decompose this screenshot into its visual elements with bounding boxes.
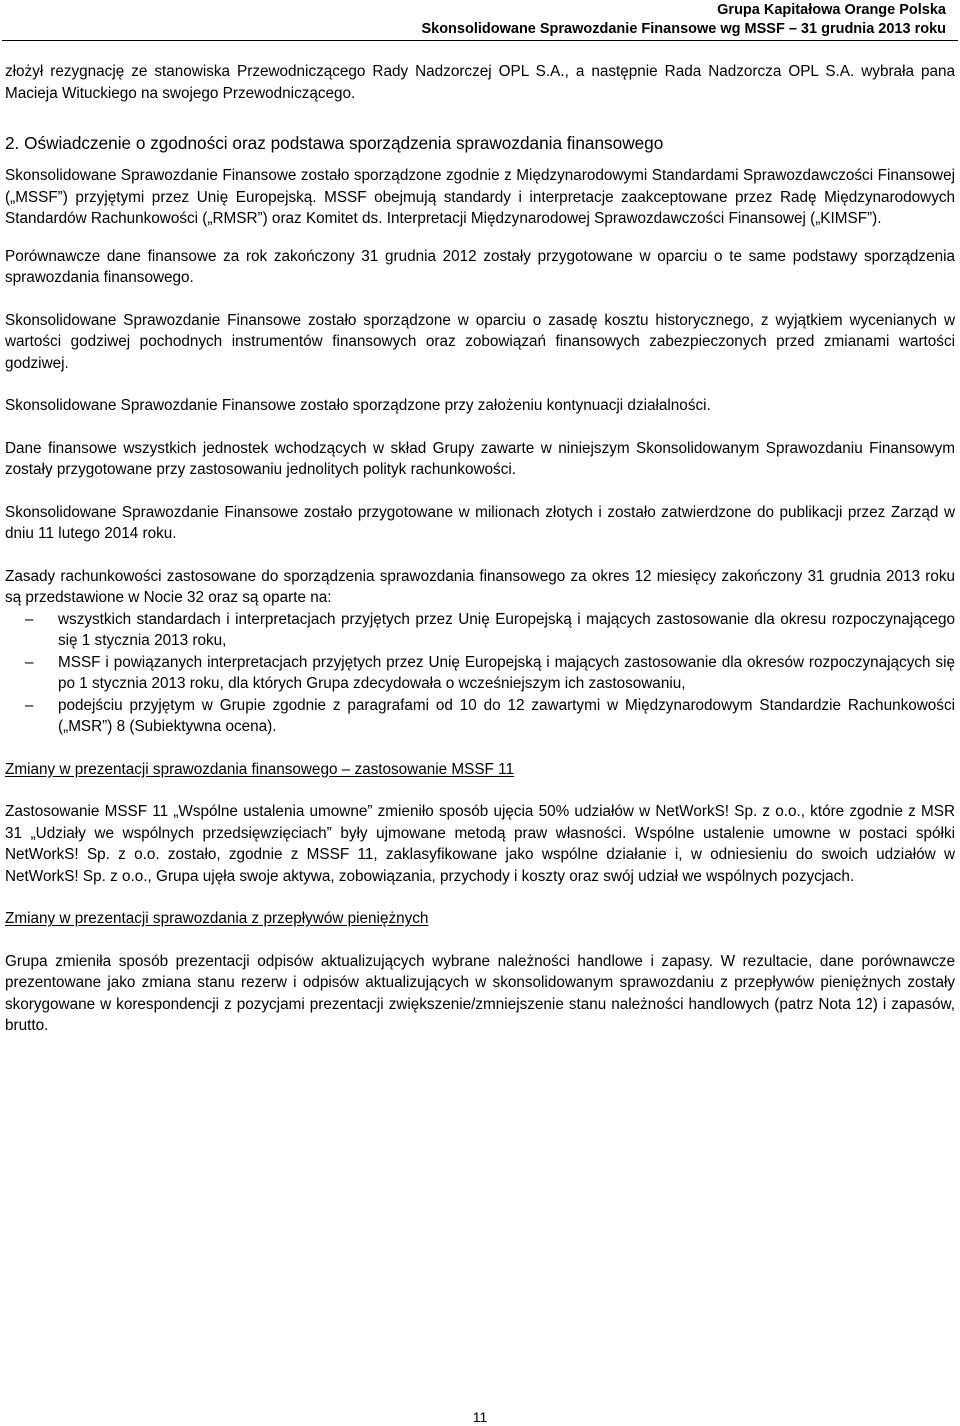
paragraph-continuation: złożył rezygnację ze stanowiska Przewodniczącego Rady Nadzorczej OPL S.A., a następnie Rada Nadzorcza OPL S.A. wybrała pana Macieja Wituckiego na swojego Przewodniczącego. bbox=[5, 63, 955, 102]
header-report-title: Skonsolidowane Sprawozdanie Finansowe wg MSSF – 31 grudnia 2013 roku bbox=[421, 21, 946, 37]
paragraph-accounting-policies: Zasady rachunkowości zastosowane do sporządzenia sprawozdania finansowego za okres 12 miesięcy zakończony 31 grudnia 2013 roku są przedstawione w Nocie 32 oraz są oparte na: bbox=[5, 567, 955, 606]
paragraph-uniform-policies: Dane finansowe wszystkich jednostek wchodzących w skład Grupy zawarte w niniejszym Skonsolidowanym Sprawozdaniu Finansowym zostały przygotowane przy zastosowaniu jednolitych polityk rachunkowości. bbox=[5, 439, 955, 478]
list-item-text: wszystkich standardach i interpretacjach przyjętych przez Unię Europejską i mających zastosowanie dla okresu rozpoczynającego się 1 stycznia 2013 roku, bbox=[58, 610, 955, 649]
paragraph-going-concern: Skonsolidowane Sprawozdanie Finansowe zostało sporządzone przy założeniu kontynuacji działalności. bbox=[5, 397, 711, 414]
list-item-text: MSSF i powiązanych interpretacjach przyjętych przez Unię Europejską i mających zastosowanie dla okresów rozpoczynających się po 1 stycznia 2013 roku, dla których Grupa zdecydowała o wcześniejszym ich zastosowaniu, bbox=[58, 653, 955, 692]
paragraph-cash-flow: Grupa zmieniła sposób prezentacji odpisów aktualizujących wybrane należności handlowe i zapasy. W rezultacie, dane porównawcze prezentowane jako zmiana stanu rezerw i odpisów aktualizujących w skonsolidowanym sprawozdaniu z przepływów pieniężnych zostały skorygowane w korespondencji z pozycjami prezentacji zwiększenie/zmniejszenie stanu należności handlowych (patrz Nota 12) i zapasów, brutto. bbox=[5, 952, 955, 1034]
paragraph-currency-approval: Skonsolidowane Sprawozdanie Finansowe zostało przygotowane w milionach złotych i zostało zatwierdzone do publikacji przez Zarząd w dniu 11 lutego 2014 roku. bbox=[5, 503, 955, 542]
subheading-cash-flow: Zmiany w prezentacji sprawozdania z przepływów pieniężnych bbox=[5, 910, 429, 927]
policy-basis-list bbox=[5, 609, 955, 738]
list-item-text: podejściu przyjętym w Grupie zgodnie z paragrafami od 10 do 12 zawartymi w Międzynarodowym Standardzie Rachunkowości („MSR”) 8 (Subiektywna ocena). bbox=[58, 696, 955, 735]
running-header bbox=[421, 1, 946, 39]
header-rule bbox=[2, 40, 958, 41]
header-company: Grupa Kapitałowa Orange Polska bbox=[717, 2, 946, 18]
paragraph-historical-cost: Skonsolidowane Sprawozdanie Finansowe zostało sporządzone w oparciu o zasadę kosztu historycznego, z wyjątkiem wycenianych w wartości godziwej pochodnych instrumentów finansowych oraz zobowiązań finansowych zabezpieczonych przed zmianami wartości godziwej. bbox=[5, 311, 955, 372]
paragraph-comparatives: Porównawcze dane finansowe za rok zakończony 31 grudnia 2012 zostały przygotowane w oparciu o te same podstawy sporządzenia sprawozdania finansowego. bbox=[5, 247, 955, 286]
paragraph-mssf11: Zastosowanie MSSF 11 „Wspólne ustalenia umowne” zmieniło sposób ujęcia 50% udziałów w NetWorkS! Sp. z o.o., które zgodnie z MSR 31 „Udziały we wspólnych przedsięwzięciach” były ujmowane metodą praw własności. Wspólne ustalenie umowne w postaci spółki NetWorkS! Sp. z o.o. zostało, zgodnie z MSSF 11, zaklasyfikowane jako wspólne działanie i, w odniesieniu do swoich udziałów w NetWorkS! Sp. z o.o., Grupa ujęła swoje aktywa, zobowiązania, przychody i koszty oraz swój udział we wspólnych pozycjach. bbox=[5, 803, 955, 885]
page-number: 11 bbox=[472, 1409, 488, 1425]
list-item bbox=[5, 652, 955, 695]
list-item bbox=[5, 609, 955, 652]
dash-bullet: – bbox=[25, 610, 34, 628]
section-title: 2. Oświadczenie o zgodności oraz podstawa sporządzenia sprawozdania finansowego bbox=[5, 133, 664, 153]
dash-bullet: – bbox=[25, 653, 34, 671]
paragraph-compliance: Skonsolidowane Sprawozdanie Finansowe zostało sporządzone zgodnie z Międzynarodowymi Standardami Sprawozdawczości Finansowej („MSSF”) przyjętymi przez Unię Europejską. MSSF obejmują standardy i interpretacje zaakceptowane przez Radę Międzynarodowych Standardów Rachunkowości („RMSR”) oraz Komitet ds. Interpretacji Międzynarodowej Sprawozdawczości Finansowej („KIMSF”). bbox=[5, 167, 955, 227]
page-body bbox=[5, 61, 955, 1037]
subheading-mssf11: Zmiany w prezentacji sprawozdania finansowego – zastosowanie MSSF 11 bbox=[5, 760, 515, 778]
list-item bbox=[5, 695, 955, 738]
dash-bullet: – bbox=[25, 696, 34, 714]
